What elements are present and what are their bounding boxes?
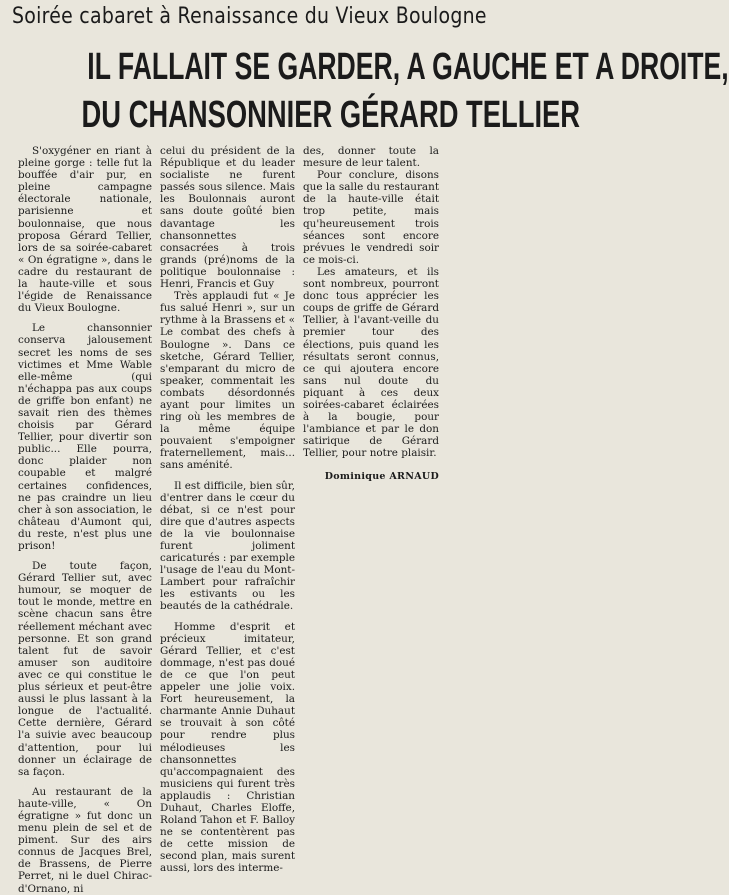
paragraph: Il est difficile, bien sûr, d'entrer dans le cœur du débat, si ce n'est pour dire que d'autres aspects de la vie boulonnaise furent joliment caricaturés : par exemple l'usage de l'eau du Mont-Lambert pour rafraîchir les estivants ou les beautés de la cathédrale. xyxy=(160,479,295,613)
paragraph: Très applaudi fut « Je fus salué Henri », sur un rythme à la Brassens et « Le combat des chefs à Boulogne ». Dans ce sketche, Gérard Tellier, s'emparant du micro de speaker, commentait les combats désordonnés ayant pour limites un ring où les membres de la même équipe pouvaient s'empoigner fraternellement, mais... sans aménité. xyxy=(160,290,295,472)
paragraph: De toute façon, Gérard Tellier sut, avec humour, se moquer de tout le monde, mettre en scène chacun sans être réellement méchant avec personne. Et son grand talent fut de savoir amuser son auditoire avec ce qui constitue le plus sérieux et peut-être aussi le plus lassant à la longue de l'actualité. Cette dernière, Gérard l'a suivie avec beaucoup d'attention, pour lui donner un éclairage de sa façon. xyxy=(18,560,152,778)
paragraph: Au restaurant de la haute-ville, « On égratigne » fut donc un menu plein de sel et de piment. Sur des airs connus de Jacques Brel, de Brassens, de Pierre Perret, ni le duel Chirac-d'Ornano, ni xyxy=(18,785,152,895)
article-kicker: Soirée cabaret à Renaissance du Vieux Boulogne xyxy=(12,4,487,29)
headline-line-2: DU CHANSONNIER GÉRARD TELLIER xyxy=(81,94,581,136)
paragraph: des, donner toute la mesure de leur talent. xyxy=(303,145,439,170)
paragraph: S'oxygéner en riant à pleine gorge : telle fut la bouffée d'air pur, en pleine campagne électorale nationale, parisienne et boulonnaise, que nous proposa Gérard Tellier, lors de sa soirée-cabaret « On égratigne », dans le cadre du restaurant de la haute-ville et sous l'égide de Renaissance du Vieux Boulogne. xyxy=(18,145,152,315)
headline-line-1: IL FALLAIT SE GARDER, A GAUCHE ET A DROITE, xyxy=(87,46,729,88)
paragraph: celui du président de la République et du leader socialiste ne furent passés sous silence. Mais les Boulonnais auront sans doute goûté bien davantage les chansonnettes consacrées à trois grands (pré)noms de la politique boulonnaise : Henri, Francis et Guy xyxy=(160,145,295,291)
article-column-3 xyxy=(303,145,439,484)
paragraph: Les amateurs, et ils sont nombreux, pourront donc tous apprécier les coups de griffe de Gérard Tellier, à l'avant-veille du premier tour des élections, puis quand les résultats seront connus, ce qui ajoutera encore sans nul doute du piquant à ces deux soirées-cabaret éclairées à la bougie, pour l'ambiance et par le don satirique de Gérard Tellier, pour notre plaisir. xyxy=(303,265,439,460)
author-signature: Dominique ARNAUD xyxy=(324,471,439,483)
paragraph: Le chansonnier conserva jalousement secret les noms de ses victimes et Mme Wable elle-même (qui n'échappa pas aux coups de griffe bon enfant) ne savait rien des thèmes choisis par Gérard Tellier, pour divertir son public... Elle pourra, donc plaider non coupable et malgré certaines confidences, ne pas craindre un lieu cher à son association, le château d'Aumont qui, du reste, n'est plus une prison! xyxy=(18,322,152,552)
paragraph: Homme d'esprit et précieux imitateur, Gérard Tellier, et c'est dommage, n'est pas doué de ce que l'on peut appeler une jolie voix. Fort heureusement, la charmante Annie Duhaut se trouvait à son côté pour rendre plus mélodieuses les chansonnettes qu'accompagnaient des musiciens qui furent très applaudis : Christian Duhaut, Charles Eloffe, Roland Tahon et F. Balloy ne se contentèrent pas de cette mission de second plan, mais surent aussi, lors des interme- xyxy=(160,620,295,875)
article-column-2 xyxy=(160,145,295,875)
paragraph: Pour conclure, disons que la salle du restaurant de la haute-ville était trop petite, mais qu'heureusement trois séances sont encore prévues le vendredi soir ce mois-ci. xyxy=(303,169,439,266)
article-column-1 xyxy=(18,145,152,895)
